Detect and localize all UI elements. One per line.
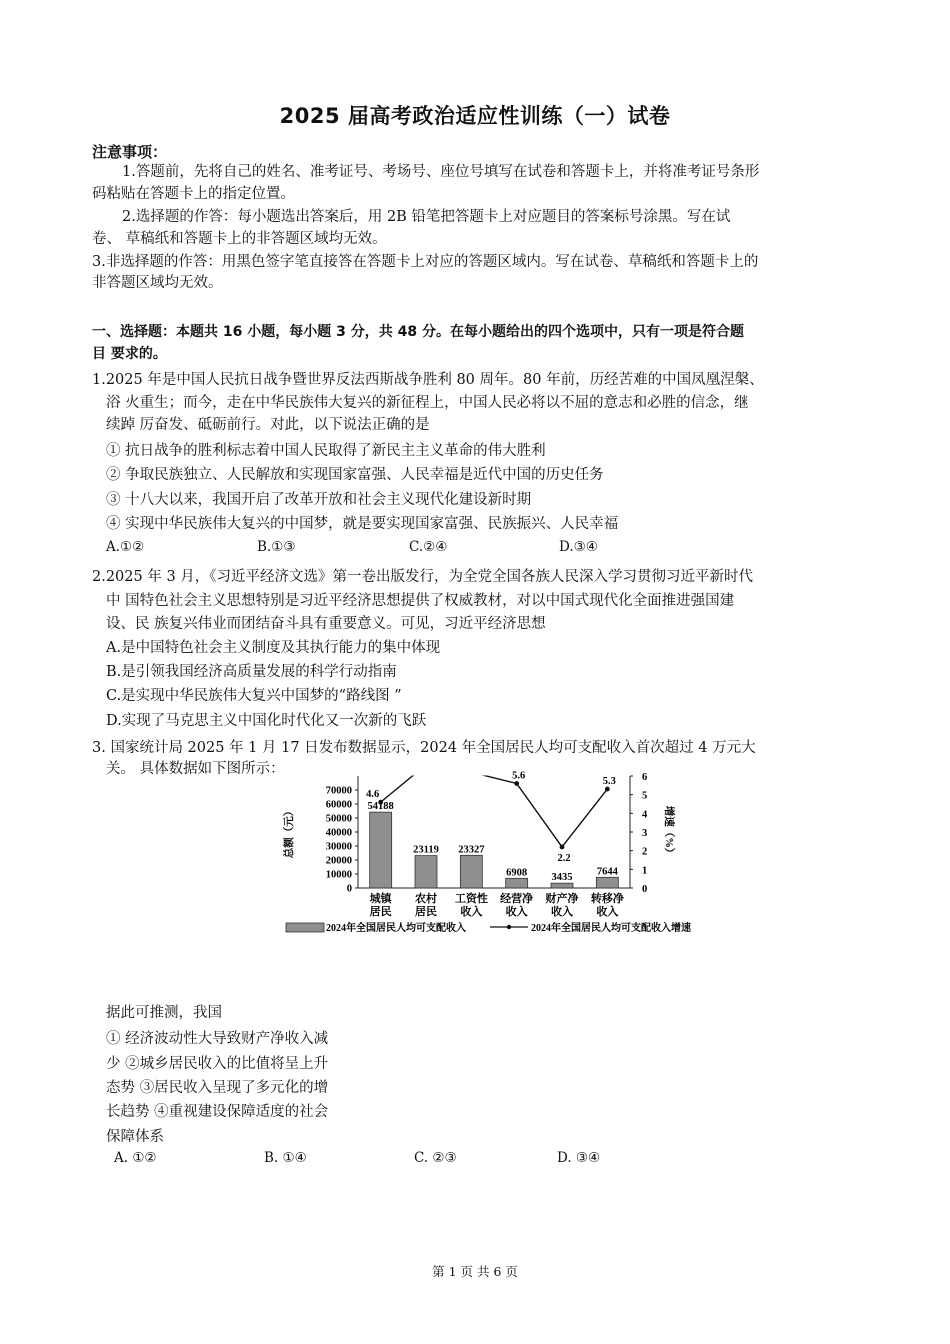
q2-option-d: D.实现了马克思主义中国化时代化又一次新的飞跃 — [106, 713, 427, 729]
bar — [596, 877, 618, 888]
legend-line-label: 2024年全国居民人均可支配收入增速 — [531, 923, 691, 934]
notice-item-2-line-2: 卷、 草稿纸和答题卡上的非答题区域均无效。 — [92, 231, 387, 247]
q1-statement-4: ④ 实现中华民族伟大复兴的中国梦，就是要实现国家富强、民族振兴、人民幸福 — [106, 516, 619, 532]
category-label: 收入 — [460, 906, 483, 918]
bar — [506, 878, 528, 888]
y2-tick-label: 0 — [642, 884, 648, 895]
q2-option-a: A.是中国特色社会主义制度及其执行能力的集中体现 — [106, 640, 441, 656]
category-label: 收入 — [505, 906, 528, 918]
q3-after-line-5: 长趋势 ④重视建设保障适度的社会 — [106, 1104, 329, 1120]
q2-stem-line-3: 设、民 族复兴伟业而团结奋斗具有重要意义。可见，习近平经济思想 — [106, 616, 546, 632]
q1-option-c: C.②④ — [409, 539, 448, 555]
y-axis-title: 总额（元） — [284, 805, 295, 859]
q2-stem-line-2: 中 国特色社会主义思想特别是习近平经济思想提供了权威教材，对以中国式现代化全面推进强国建 — [106, 593, 735, 609]
notice-item-3-line-1: 3.非选择题的作答：用黑色签字笔直接答在答题卡上对应的答题区域内。写在试卷、草稿纸和答题卡上的 — [92, 254, 759, 270]
legend-line-marker — [507, 925, 511, 929]
y-tick-label: 10000 — [325, 869, 352, 881]
growth-line-group — [381, 770, 608, 847]
notice-heading: 注意事项： — [92, 143, 168, 161]
growth-point — [560, 845, 565, 850]
q3-option-b: B. ①④ — [264, 1150, 307, 1166]
category-label: 居民 — [369, 906, 392, 918]
growth-value-label: 5.3 — [602, 776, 616, 788]
q2-stem-line-1: 2.2025 年 3 月，《习近平经济文选》第一卷出版发行，为全党全国各族人民深入学习贯彻习近平新时代 — [92, 569, 754, 585]
y-tick-label: 40000 — [325, 827, 352, 839]
y2-tick-label: 6 — [642, 772, 648, 783]
q1-stem-line-1: 1.2025 年是中国人民抗日战争暨世界反法西斯战争胜利 80 周年。80 年前，历经苦难的中国凤凰涅槃、 — [92, 372, 764, 388]
growth-line — [381, 770, 608, 847]
q1-stem-line-2: 浴 火重生；而今，走在中华民族伟大复兴的新征程上，中国人民必将以不屈的意志和必胜的信念，继 — [106, 395, 749, 411]
q1-statement-3: ③ 十八大以来，我国开启了改革开放和社会主义现代化建设新时期 — [106, 492, 532, 508]
page-title: 2025 届高考政治适应性训练（一）试卷 — [279, 104, 671, 128]
bar — [415, 856, 437, 888]
legend-bar-label: 2024年全国居民人均可支配收入 — [326, 923, 466, 934]
q1-statement-2: ② 争取民族独立、人民解放和实现国家富强、人民幸福是近代中国的历史任务 — [106, 467, 604, 483]
y-tick-label: 0 — [346, 883, 352, 895]
q3-option-a: A. ①② — [114, 1150, 157, 1166]
q3-stem-line-2: 关。 具体数据如下图所示： — [106, 761, 285, 777]
bar-value-label: 6908 — [506, 867, 528, 879]
notice-item-2-line-1: 2.选择题的作答：每小题选出答案后，用 2B 铅笔把答题卡上对应题目的答案标号涂黑。写在试 — [122, 209, 731, 225]
q1-stem-line-3: 续踔 厉奋发、砥砺前行。对此，以下说法正确的是 — [106, 417, 430, 433]
notice-item-3-line-2: 非答题区域均无效。 — [92, 275, 223, 291]
category-label: 经营净 — [500, 893, 534, 905]
category-label: 转移净 — [590, 893, 624, 905]
q3-option-d: D. ③④ — [557, 1150, 601, 1166]
y2-axis-title: 增速（%） — [663, 805, 674, 859]
q3-after-line-6: 保障体系 — [106, 1129, 164, 1145]
bar-value-label: 3435 — [551, 872, 573, 884]
notice-item-1-line-2: 码粘贴在答题卡上的指定位置。 — [92, 186, 295, 202]
y2-tick-label: 1 — [642, 865, 648, 877]
q3-after-line-2: ① 经济波动性大导致财产净收入减 — [106, 1031, 329, 1047]
bar-value-label: 23119 — [413, 844, 439, 856]
growth-value-label: 2.2 — [557, 852, 571, 864]
y2-tick-label: 2 — [642, 846, 648, 858]
bar-value-label: 54188 — [367, 801, 394, 813]
y-tick-label: 20000 — [325, 855, 352, 867]
growth-point — [514, 781, 519, 786]
growth-value-label: 4.6 — [366, 789, 380, 801]
q2-option-b: B.是引领我国经济高质量发展的科学行动指南 — [106, 664, 397, 680]
q3-option-c: C. ②③ — [414, 1150, 457, 1166]
category-label: 居民 — [415, 906, 437, 918]
bar-value-label: 23327 — [458, 844, 485, 856]
category-label: 收入 — [551, 906, 573, 918]
section-heading-line-2: 目 要求的。 — [92, 346, 167, 362]
category-label: 城镇 — [369, 893, 392, 905]
growth-point — [605, 787, 610, 792]
q3-after-line-3: 少 ②城乡居民收入的比值将呈上升 — [106, 1056, 329, 1072]
bar — [460, 855, 482, 888]
q1-option-a: A.①② — [106, 539, 145, 555]
section-heading-line-1: 一、选择题：本题共 16 小题，每小题 3 分，共 48 分。在每小题给出的四个选项中，只有一项是符合题 — [92, 324, 744, 340]
page-footer: 第 1 页 共 6 页 — [432, 1264, 518, 1279]
q1-option-b: B.①③ — [257, 539, 296, 555]
q1-option-d: D.③④ — [559, 539, 598, 555]
q3-stem-line-1: 3. 国家统计局 2025 年 1 月 17 日发布数据显示，2024 年全国居民人均可支配收入首次超过 4 万元大 — [92, 740, 756, 756]
category-label: 财产净 — [545, 893, 579, 905]
category-label: 农村 — [415, 893, 437, 905]
y2-tick-label: 5 — [642, 790, 648, 802]
bar-value-label: 7644 — [596, 866, 618, 878]
category-label: 工资性 — [454, 893, 488, 905]
bar — [551, 883, 573, 888]
q3-after-line-4: 态势 ③居民收入呈现了多元化的增 — [106, 1080, 329, 1096]
y-tick-label: 50000 — [325, 813, 352, 825]
q3-after-line-1: 据此可推测，我国 — [106, 1005, 222, 1021]
category-label: 收入 — [596, 906, 619, 918]
y-tick-label: 70000 — [325, 785, 352, 797]
y-tick-label: 30000 — [325, 841, 352, 853]
legend-bar-swatch — [286, 923, 324, 932]
bar — [370, 812, 392, 888]
y2-tick-label: 3 — [642, 828, 648, 839]
growth-value-label: 5.6 — [512, 770, 526, 782]
y2-tick-label: 4 — [642, 809, 648, 821]
q1-statement-1: ① 抗日战争的胜利标志着中国人民取得了新民主主义革命的伟大胜利 — [106, 443, 546, 459]
notice-item-1-line-1: 1.答题前，先将自己的姓名、准考证号、考场号、座位号填写在试卷和答题卡上，并将准考证号条形 — [122, 164, 760, 180]
income-chart — [270, 770, 730, 942]
q2-option-c: C.是实现中华民族伟大复兴中国梦的“路线图 ” — [106, 688, 402, 704]
y-tick-label: 60000 — [325, 799, 352, 811]
